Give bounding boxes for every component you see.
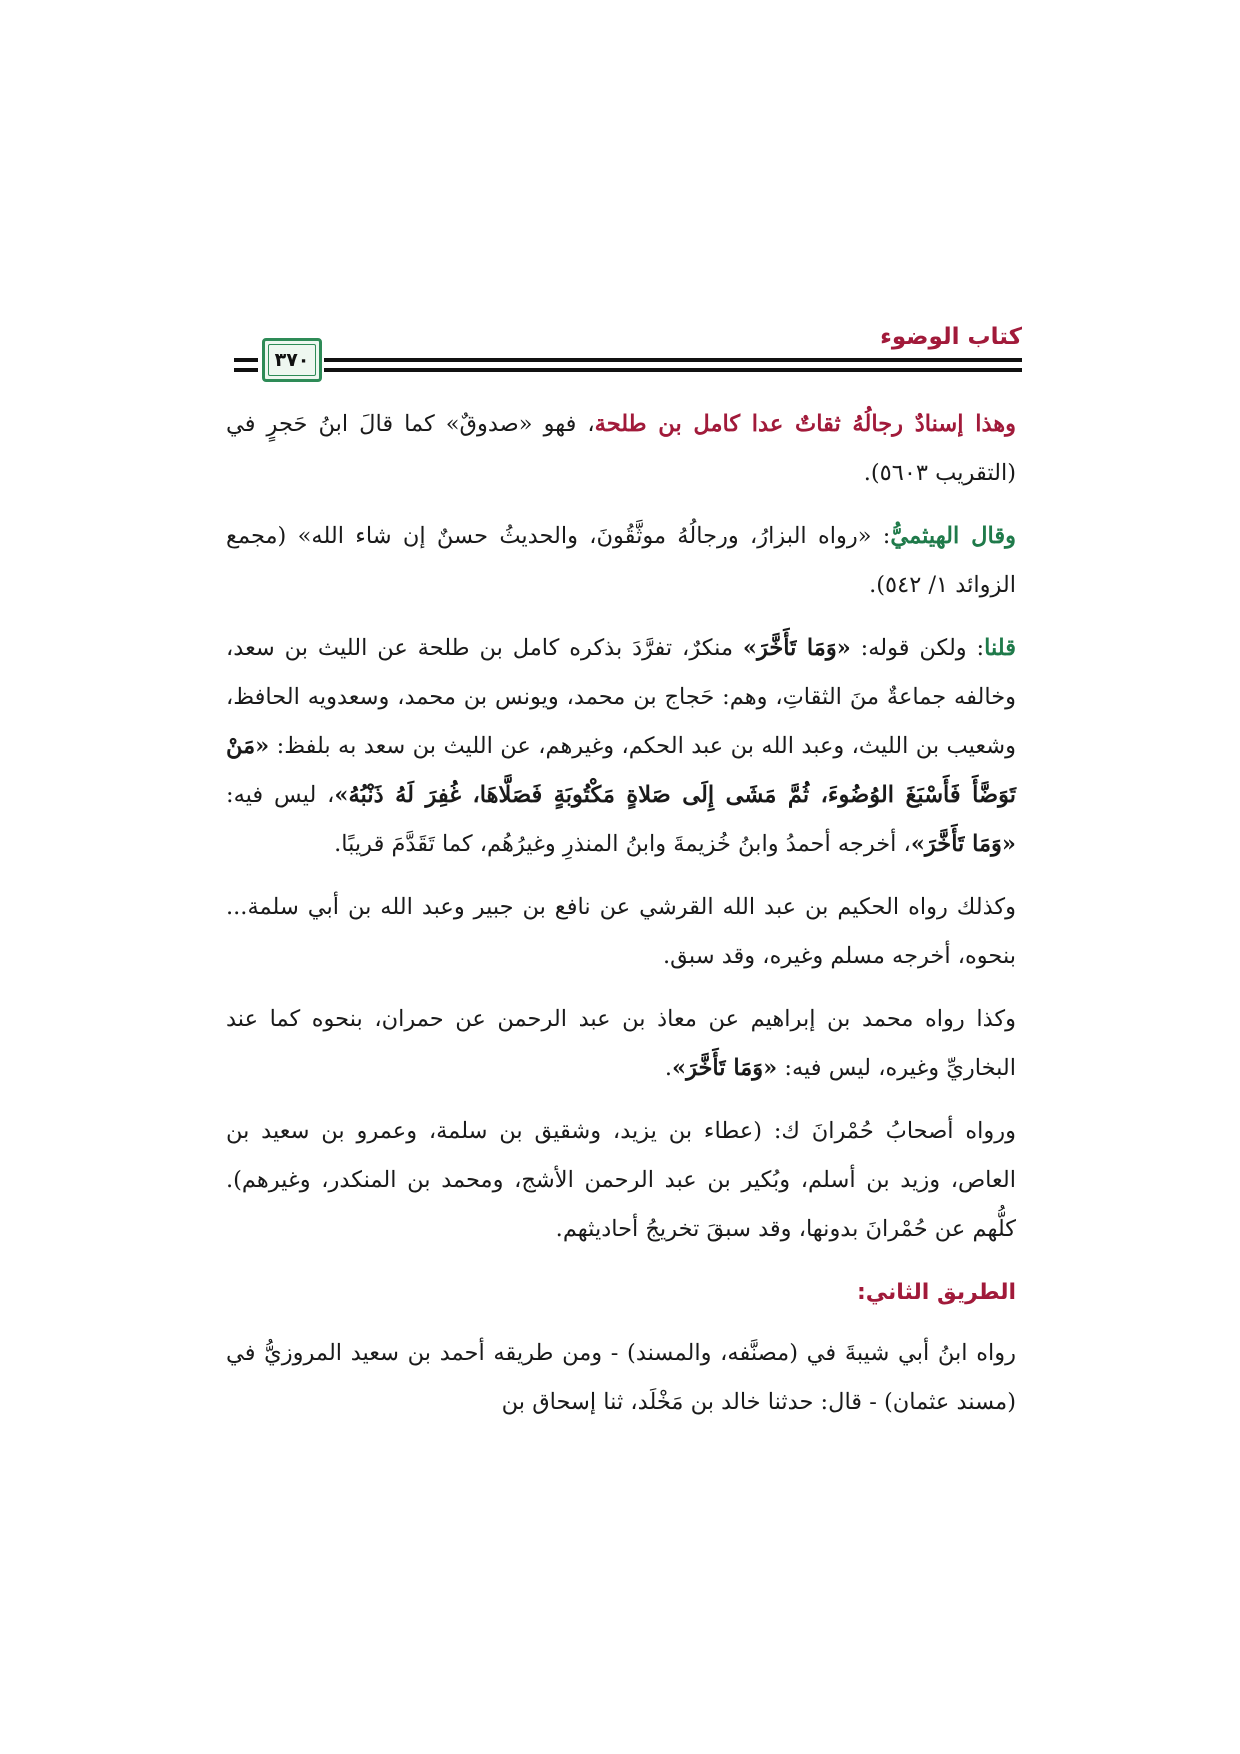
paragraph-5	[226, 995, 1016, 1093]
paragraph-5-text: وكذا رواه محمد بن إبراهيم عن معاذ بن عبد الرحمن عن حمران، بنحوه كما عند البخاريِّ وغيره، ليس فيه:	[226, 1006, 1016, 1081]
paragraph-3-text-2: منكرٌ، تفرَّدَ بذكره كامل بن طلحة عن الليث بن سعد، وخالفه جماعةٌ منَ الثقاتِ، وهم: حَجاج بن محمد، ويونس بن محمد، وسعدويه الحافظ، وشعيب بن الليث، وعبد الله بن عبد الحكم، وغيرهم، عن الليث بن سعد به بلفظ:	[226, 635, 1016, 759]
paragraph-4: وكذلك رواه الحكيم بن عبد الله القرشي عن نافع بن جبير وعبد الله بن أبي سلمة... بنحوه، أخرجه مسلم وغيره، وقد سبق.	[226, 894, 1016, 969]
paragraph-6: ورواه أصحابُ حُمْرانَ ك: (عطاء بن يزيد، وشقيق بن سلمة، وعمرو بن سعيد بن العاص، وزيد بن أسلم، وبُكير بن عبد الرحمن الأشج، ومحمد بن المنكدر، وغيرهم). كلُّهم عن حُمْرانَ بدونها، وقد سبقَ تخريجُ أحاديثهم.	[226, 1118, 1016, 1242]
paragraph-7: رواه ابنُ أبي شيبةَ في (مصنَّفه، والمسند) - ومن طريقه أحمد بن سعيد المروزيُّ في (مسند عثمان) - قال: حدثنا خالد بن مَخْلَد، ثنا إسحاق بن	[226, 1340, 1016, 1415]
paragraph-3	[226, 624, 1016, 869]
paragraph-5-end: .	[664, 1055, 673, 1081]
header-rule-bottom	[324, 368, 1022, 372]
hadith-quote-4: «وَمَا تَأَخَّرَ»	[672, 1055, 778, 1081]
paragraph-3-text-3: ، ليس فيه:	[226, 782, 335, 808]
chapter-title: كتاب الوضوء	[880, 324, 1022, 350]
paragraph-3-text-4: ، أخرجه أحمدُ وابنُ خُزيمةَ وابنُ المنذرِ وغيرُهُم، كما تَقَدَّمَ قريبًا.	[334, 831, 911, 857]
paragraph-1-text: ، فهو «صدوقٌ» كما قالَ ابنُ حَجرٍ في (التقريب ٥٦٠٣).	[226, 411, 1016, 486]
qulna-label: قلنا	[984, 635, 1016, 661]
hadith-quote-3: «وَمَا تَأَخَّرَ»	[910, 831, 1016, 857]
header-rule-left-bottom	[234, 368, 258, 372]
page-number: ٣٧٠	[274, 349, 310, 371]
paragraph-3-text-1: : ولكن قوله:	[850, 635, 985, 661]
main-text	[226, 400, 1016, 1441]
paragraph-2	[226, 512, 1016, 610]
header-rule-top	[324, 358, 1022, 362]
paragraph-2-text: : «رواه البزارُ، ورجالُهُ موثَّقُونَ، والحديثُ حسنٌ إن شاء الله» (مجمع الزوائد ١/ ٥٤٢).	[226, 523, 1016, 598]
header-rule-left-top	[234, 358, 258, 362]
haythami-label: وقال الهيثميُّ	[890, 523, 1016, 549]
section-heading: الطريق الثاني:	[856, 1280, 1016, 1305]
page-number-badge	[262, 338, 322, 382]
isnad-statement: وهذا إسنادٌ رجالُهُ ثقاتٌ عدا كامل بن طلحة	[594, 411, 1016, 437]
paragraph-1	[226, 400, 1016, 498]
hadith-quote-1: «وَمَا تَأَخَّرَ»	[742, 635, 851, 661]
page-header	[234, 318, 1022, 382]
hadith-quote-2: «مَنْ تَوَضَّأَ فَأَسْبَغَ الوُضُوءَ، ثُمَّ مَشَى إِلَى صَلاةٍ مَكْتُوبَةٍ فَصَلَّاهَا، غُفِرَ لَهُ ذَنْبُهُ»	[226, 733, 1017, 808]
